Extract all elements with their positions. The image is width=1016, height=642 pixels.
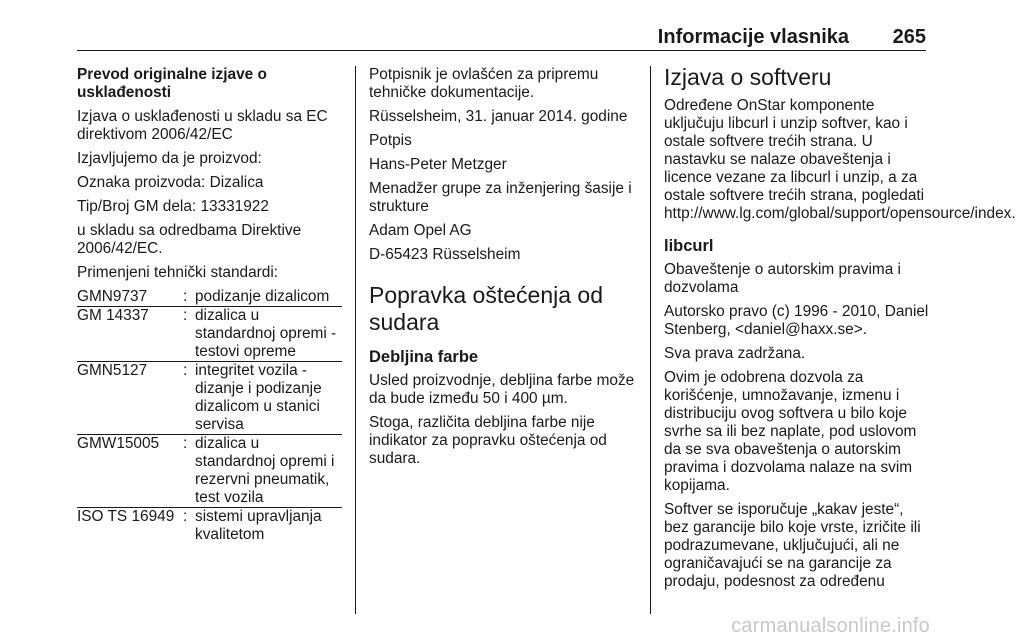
paragraph: Autorsko pravo (c) 1996 - 2010, Daniel Stenberg, <daniel@haxx.se>. bbox=[664, 303, 929, 338]
separator: : bbox=[183, 508, 188, 525]
paragraph: Obaveštenje o autorskim pravima i dozvolama bbox=[664, 261, 901, 296]
standard-code: GM 14337 bbox=[77, 307, 149, 324]
paragraph: Tip/Broj GM dela: 13331922 bbox=[77, 198, 269, 215]
standard-code: GMN5127 bbox=[77, 362, 148, 379]
section-heading-collision-repair: Popravka oštećenja od sudara bbox=[369, 282, 603, 335]
declaration-heading: Prevod originalne izjave o usklađenosti bbox=[77, 66, 267, 101]
header-title: Informacije vlasnika bbox=[657, 26, 849, 48]
standard-description: integritet vozila - dizanje i podizanje dizalicom u stanici servisa bbox=[195, 362, 322, 433]
standard-description: podizanje dizalicom bbox=[195, 288, 330, 305]
table-row bbox=[77, 362, 342, 435]
paragraph: Sva prava zadržana. bbox=[664, 345, 806, 362]
separator: : bbox=[183, 307, 188, 324]
standard-description: sistemi upravljanja kvalitetom bbox=[195, 508, 322, 543]
standard-description: dizalica u standardnoj opremi - testovi opreme bbox=[195, 307, 337, 360]
column-1 bbox=[77, 66, 342, 544]
standard-code: GMW15005 bbox=[77, 435, 160, 452]
paragraph: D-65423 Rüsselsheim bbox=[369, 246, 521, 263]
column-divider-1 bbox=[355, 66, 356, 614]
column-divider-2 bbox=[650, 66, 651, 614]
column-3 bbox=[664, 64, 1016, 597]
paragraph: Adam Opel AG bbox=[369, 222, 472, 239]
table-row bbox=[77, 288, 342, 307]
separator: : bbox=[183, 288, 188, 305]
standards-table bbox=[77, 288, 342, 544]
paragraph: Softver se isporučuje „kakav jeste“, bez garancije bilo koje vrste, izričite ili podrazumevane, uključujući, ali ne ograničavajući se na garancije za prodaju, podesnost za određenu bbox=[664, 501, 921, 590]
standard-description: dizalica u standardnoj opremi i rezervni pneumatik, test vozila bbox=[195, 435, 335, 506]
paragraph: Određene OnStar komponente uključuju libcurl i unzip softver, kao i ostale softvere trećih strana. U nastavku se nalaze obaveštenja i licence vezane za libcurl i unzip, a za ostale softvere trećih strana, pogledati http://www.lg.com/global/support/opensource/index. bbox=[664, 97, 1016, 222]
subheading-libcurl: libcurl bbox=[664, 237, 714, 255]
table-row bbox=[77, 435, 342, 508]
paragraph: Stoga, različita debljina farbe nije indikator za popravku oštećenja od sudara. bbox=[369, 414, 607, 467]
paragraph: Izjavljujemo da je proizvod: bbox=[77, 150, 262, 167]
subheading-paint-thickness: Debljina farbe bbox=[369, 348, 479, 366]
page-header bbox=[77, 24, 926, 51]
paragraph: Usled proizvodnje, debljina farbe može da bude između 50 i 400 µm. bbox=[369, 372, 635, 407]
separator: : bbox=[183, 362, 188, 379]
paragraph: Potpis bbox=[369, 132, 412, 149]
section-heading-software: Izjava o softveru bbox=[664, 64, 832, 90]
paragraph: Menadžer grupe za inženjering šasije i strukture bbox=[369, 180, 632, 215]
paragraph: Izjava o usklađenosti u skladu sa EC direktivom 2006/42/EC bbox=[77, 108, 328, 143]
paragraph: Primenjeni tehnički standardi: bbox=[77, 264, 279, 281]
paragraph: u skladu sa odredbama Direktive 2006/42/EC. bbox=[77, 222, 302, 257]
paragraph: Potpisnik je ovlašćen za pripremu tehničke dokumentacije. bbox=[369, 66, 599, 101]
page-number: 265 bbox=[892, 26, 926, 48]
paragraph: Oznaka proizvoda: Dizalica bbox=[77, 174, 264, 191]
standard-code: GMN9737 bbox=[77, 288, 148, 305]
watermark: carmanualsonline.info bbox=[731, 615, 930, 637]
paragraph: Ovim je odobrena dozvola za korišćenje, umnožavanje, izmenu i distribuciju ovog softvera u bilo koje svrhe sa ili bez naplate, pod uslovom da se sva obaveštenja o autorskim pravima i dozvolama nalaze na svim kopijama. bbox=[664, 369, 917, 494]
separator: : bbox=[183, 435, 188, 452]
table-row bbox=[77, 508, 342, 544]
paragraph: Rüsselsheim, 31. januar 2014. godine bbox=[369, 108, 628, 125]
column-2 bbox=[369, 66, 635, 474]
paragraph: Hans-Peter Metzger bbox=[369, 156, 507, 173]
standard-code: ISO TS 16949 bbox=[77, 508, 175, 525]
table-row bbox=[77, 307, 342, 362]
